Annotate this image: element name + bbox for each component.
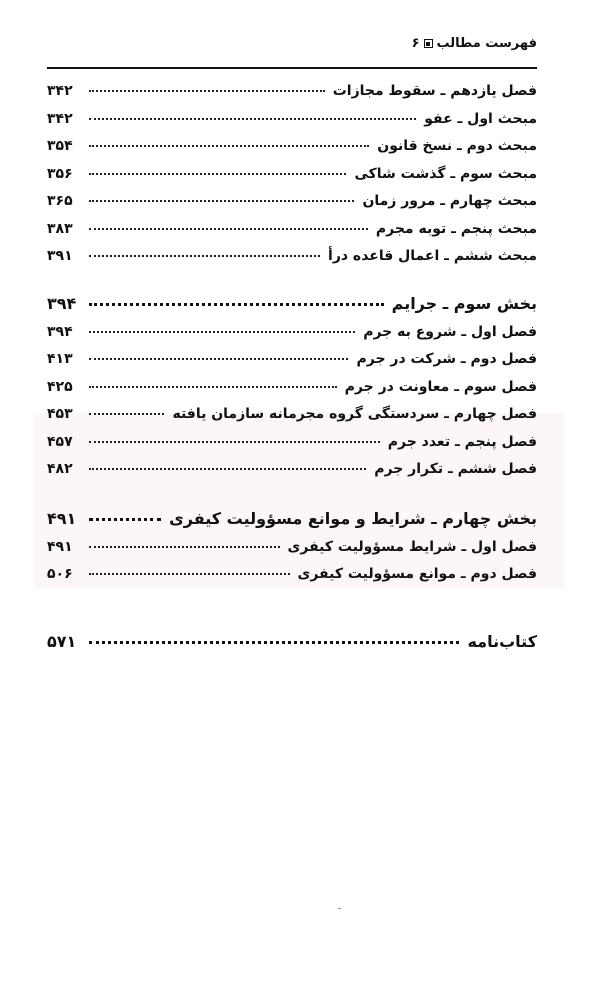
dot-leader bbox=[89, 413, 164, 415]
toc-entry[interactable] bbox=[47, 111, 537, 139]
dot-leader bbox=[89, 358, 348, 360]
toc-entry-page: ۴۸۲ bbox=[47, 461, 73, 477]
dot-leader bbox=[89, 331, 355, 333]
dot-leader bbox=[89, 90, 325, 92]
toc-entry[interactable] bbox=[47, 83, 537, 111]
toc-entry-page: ۴۹۱ bbox=[47, 538, 73, 555]
toc-entry-title: مبحث اول ـ عفو bbox=[424, 110, 537, 127]
toc-entry-page: ۳۴۲ bbox=[47, 83, 73, 99]
dot-leader bbox=[89, 303, 384, 306]
header-title: فهرست مطالب bbox=[436, 36, 537, 51]
toc-entry-page: ۳۵۶ bbox=[47, 165, 73, 182]
toc-entry[interactable] bbox=[47, 221, 537, 249]
toc-entry[interactable] bbox=[47, 434, 537, 462]
header-page-number: ۶ bbox=[411, 36, 420, 51]
toc-entry-page: ۴۵۷ bbox=[47, 433, 73, 450]
dot-leader bbox=[89, 200, 354, 202]
toc-entry[interactable] bbox=[47, 351, 537, 379]
toc-part-title: بخش سوم ـ جرایم bbox=[391, 293, 537, 313]
page-header bbox=[412, 36, 537, 51]
toc-entry-page: ۴۱۳ bbox=[47, 351, 73, 367]
toc-entry-title: فصل چهارم ـ سردستگی گروه مجرمانه سازمان یافته bbox=[172, 406, 537, 422]
dot-leader bbox=[89, 118, 416, 120]
dot-leader bbox=[89, 255, 320, 257]
toc-entry-page: ۴۵۳ bbox=[47, 406, 73, 422]
toc-entry-title: فصل دوم ـ شرکت در جرم bbox=[356, 351, 537, 367]
dot-leader bbox=[89, 145, 369, 147]
toc-entry-title: مبحث ششم ـ اعمال قاعده درأ bbox=[328, 248, 537, 264]
dot-leader bbox=[89, 573, 290, 575]
toc-entry-page: ۵۰۶ bbox=[47, 566, 73, 582]
toc-entry-title: فصل یازدهم ـ سقوط مجازات bbox=[332, 83, 537, 99]
toc-entry-title: مبحث دوم ـ نسخ قانون bbox=[377, 138, 537, 154]
toc-entry-title: مبحث چهارم ـ مرور زمان bbox=[362, 193, 537, 209]
dot-leader bbox=[89, 518, 161, 521]
toc-entry-page: ۳۹۱ bbox=[47, 248, 73, 264]
dot-leader bbox=[89, 468, 366, 470]
toc-entry-page: ۳۹۴ bbox=[47, 323, 73, 340]
header-divider bbox=[47, 67, 537, 69]
toc-bibliography-title: کتاب‌نامه bbox=[467, 631, 537, 651]
scan-artifact bbox=[338, 908, 341, 909]
toc-entry-title: فصل ششم ـ تکرار جرم bbox=[374, 461, 537, 477]
dot-leader bbox=[89, 441, 380, 443]
toc-entry[interactable] bbox=[47, 138, 537, 166]
toc-entry-page: ۳۵۴ bbox=[47, 138, 73, 154]
toc-entry-page: ۴۲۵ bbox=[47, 378, 73, 395]
dot-leader bbox=[89, 641, 459, 644]
toc-entry-page: ۳۴۲ bbox=[47, 110, 73, 127]
toc-entry[interactable] bbox=[47, 324, 537, 352]
toc-entry-title: مبحث پنجم ـ توبه مجرم bbox=[375, 220, 537, 237]
toc-entry-page: ۳۶۵ bbox=[47, 193, 73, 209]
toc-entry-title: فصل پنجم ـ تعدد جرم bbox=[387, 433, 537, 450]
toc-part-title: بخش چهارم ـ شرایط و موانع مسؤولیت کیفری bbox=[169, 508, 537, 528]
toc-entry[interactable] bbox=[47, 461, 537, 489]
dot-leader bbox=[89, 546, 280, 548]
toc-entry-page: ۳۸۳ bbox=[47, 220, 73, 237]
toc-entry-title: فصل سوم ـ معاونت در جرم bbox=[344, 378, 537, 395]
toc-bibliography[interactable] bbox=[47, 632, 537, 662]
dot-leader bbox=[89, 228, 368, 230]
toc-entry[interactable] bbox=[47, 539, 537, 567]
toc-entry[interactable] bbox=[47, 566, 537, 594]
toc-bibliography-page: ۵۷۱ bbox=[47, 631, 77, 651]
square-bullet-icon bbox=[424, 39, 433, 48]
table-of-contents bbox=[47, 83, 537, 662]
section-spacer bbox=[47, 276, 537, 294]
section-spacer bbox=[47, 594, 537, 632]
toc-entry[interactable] bbox=[47, 379, 537, 407]
toc-entry[interactable] bbox=[47, 166, 537, 194]
toc-entry-title: فصل دوم ـ موانع مسؤولیت کیفری bbox=[297, 566, 537, 582]
toc-entry-title: فصل اول ـ شروع به جرم bbox=[363, 323, 537, 340]
toc-entry[interactable] bbox=[47, 248, 537, 276]
toc-entry-title: فصل اول ـ شرایط مسؤولیت کیفری bbox=[287, 538, 537, 555]
toc-part-page: ۳۹۴ bbox=[47, 293, 77, 313]
toc-part-heading[interactable] bbox=[47, 509, 537, 539]
section-spacer bbox=[47, 489, 537, 509]
toc-entry-title: مبحث سوم ـ گذشت شاکی bbox=[354, 165, 537, 182]
toc-entry[interactable] bbox=[47, 193, 537, 221]
dot-leader bbox=[89, 386, 337, 388]
dot-leader bbox=[89, 173, 346, 175]
toc-entry[interactable] bbox=[47, 406, 537, 434]
toc-part-page: ۴۹۱ bbox=[47, 508, 77, 528]
toc-part-heading[interactable] bbox=[47, 294, 537, 324]
